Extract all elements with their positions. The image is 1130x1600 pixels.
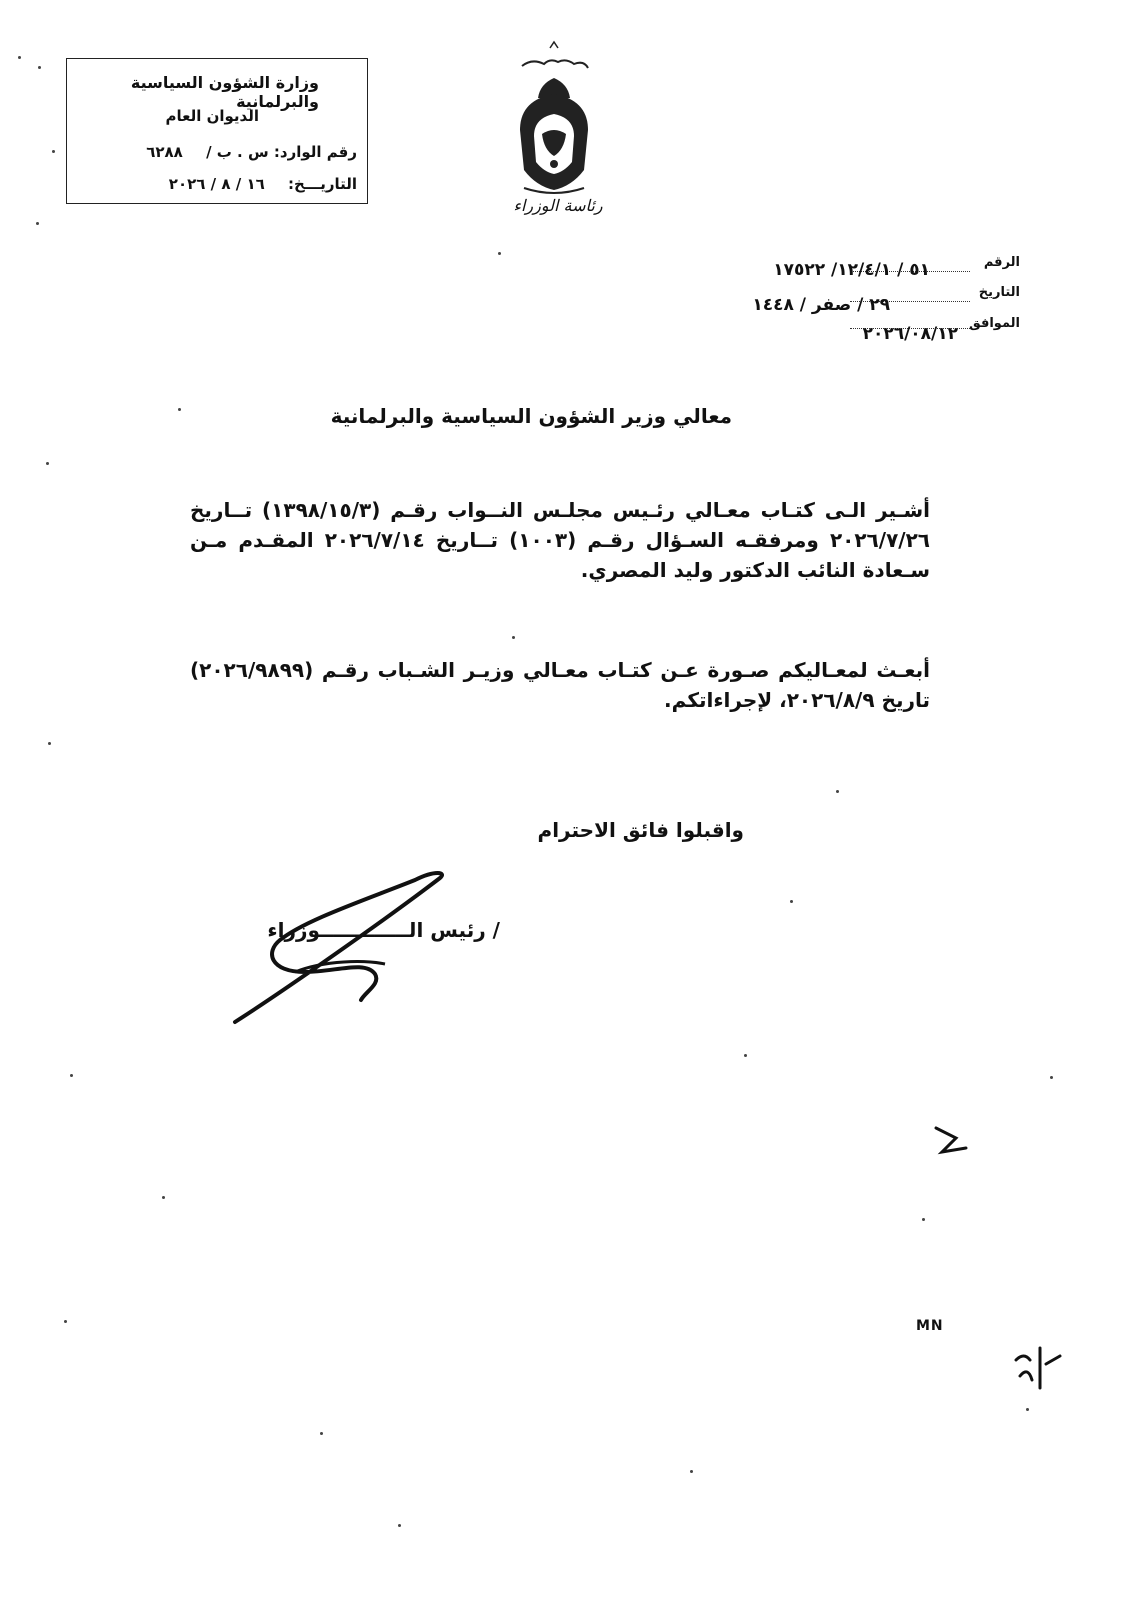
scan-speck [162, 1196, 165, 1199]
scan-speck [64, 1320, 67, 1323]
hijri-date-value: ٢٩ / صفر / ١٤٤٨ [752, 295, 890, 315]
scan-speck [18, 56, 21, 59]
paragraph-1: أشـير الـى كتـاب معـالي رئـيس مجلـس النــواب رقـم (١٣٩٨/١٥/٣) تــاريخ ٢٠٢٦/٧/٢٦ ومرفقـه السـؤال رقـم (١٠٠٣) تــاريخ ٢٠٢٦/٧/١٤ المقـدم مـن سـعادة النائب الدكتور وليد المصري. [190, 498, 930, 582]
corresponding-label: الموافق [969, 316, 1020, 331]
scan-speck [922, 1218, 925, 1221]
handwritten-signature [225, 860, 465, 1040]
scan-speck [398, 1524, 401, 1527]
reference-number-label: الرقم [983, 255, 1020, 270]
scan-speck [178, 408, 181, 411]
scan-speck [498, 252, 501, 255]
reference-date-row [600, 285, 1020, 315]
scan-speck [70, 1074, 73, 1077]
paragraph-2: أبعـث لمعـاليكم صـورة عـن كتـاب معـالي وزيـر الشـباب رقـم (٢٠٢٦/٩٨٩٩) تاريخ ٢٠٢٦/٨/٩، لإجراءاتكم. [190, 658, 930, 712]
scan-speck [1050, 1076, 1053, 1079]
signatory-title: / رئيس الـــــــــــــوزراء [267, 918, 500, 942]
reference-corresponding-row [600, 316, 1020, 344]
scan-speck [836, 790, 839, 793]
scan-speck [38, 66, 41, 69]
handwritten-mark [928, 1118, 978, 1158]
stamp-date-label: التاريـــخ: [288, 175, 357, 193]
stamp-incoming-number [146, 143, 357, 161]
scan-speck [320, 1432, 323, 1435]
scan-speck [512, 636, 515, 639]
scan-speck [36, 222, 39, 225]
coat-of-arms-icon [500, 38, 610, 218]
scan-speck [744, 1054, 747, 1057]
stamp-incoming-value: ٦٢٨٨ [146, 143, 183, 161]
scan-speck [1026, 1408, 1029, 1411]
gregorian-date-value: ٢٠٢٦/٠٨/١٢ [862, 324, 958, 344]
office-name: رئاسة الوزراء [513, 196, 603, 215]
scan-speck [46, 462, 49, 465]
reference-number-value: ٥١ / ١٢/٤/١/ ١٧٥٢٢ [773, 260, 930, 280]
initials: MN [916, 1318, 944, 1334]
incoming-stamp [66, 58, 368, 204]
handwritten-annotation [1010, 1338, 1070, 1398]
stamp-incoming-label: رقم الوارد: س . ب / [206, 143, 357, 161]
scan-speck [48, 742, 51, 745]
reference-date-label: التاريخ [978, 285, 1020, 300]
stamp-date-value: ١٦ / ٨ / ٢٠٢٦ [168, 175, 265, 193]
scan-speck [52, 150, 55, 153]
stamp-date [169, 175, 357, 193]
stamp-ministry: وزارة الشؤون السياسية والبرلمانية [130, 73, 319, 111]
scan-speck [690, 1470, 693, 1473]
scan-speck [790, 900, 793, 903]
closing-phrase: واقبلوا فائق الاحترام [537, 818, 744, 842]
stamp-department: الديوان العام [165, 107, 259, 125]
addressee: معالي وزير الشؤون السياسية والبرلمانية [330, 404, 732, 428]
reference-number-row [600, 255, 1020, 279]
